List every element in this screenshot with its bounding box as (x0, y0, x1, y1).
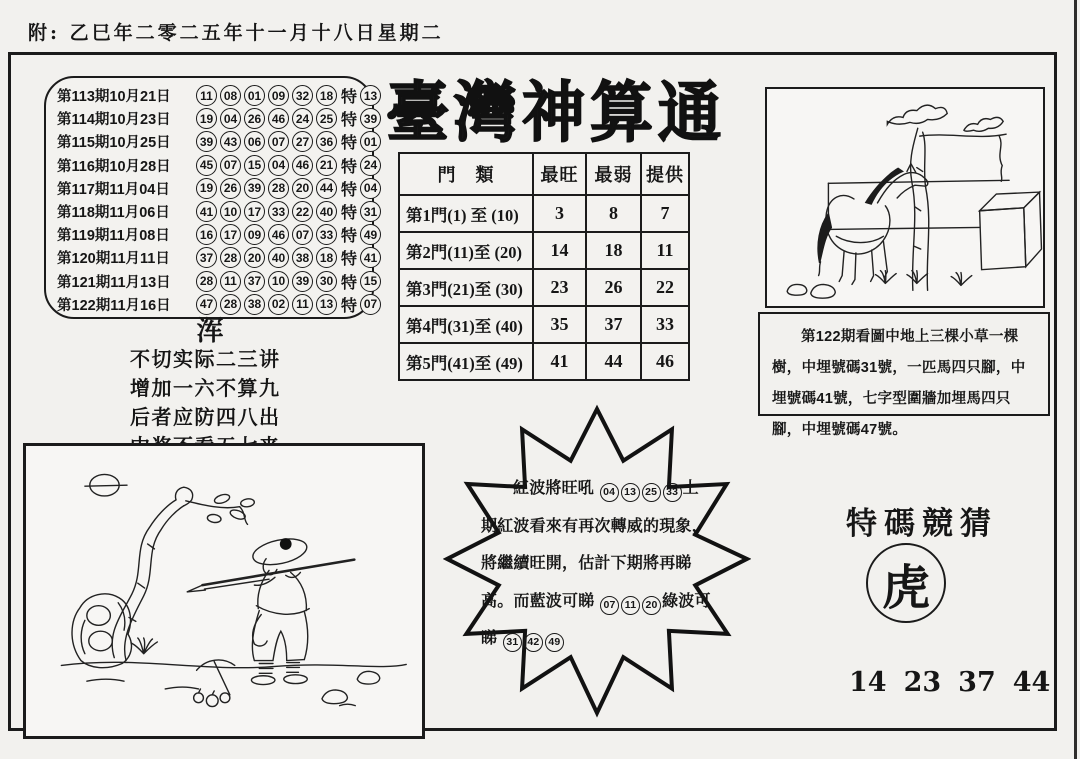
special-marker: 特 (341, 205, 358, 223)
stats-cold-cell: 37 (586, 306, 641, 343)
horse-illustration-box (765, 87, 1045, 308)
wave-number-circle: 31 (503, 633, 522, 652)
page-title: 臺灣神算通 (386, 73, 726, 151)
special-number-circle: 31 (360, 201, 381, 222)
stats-row (399, 269, 689, 306)
result-number-circle: 09 (268, 85, 289, 106)
horse-tree-wall-illustration (767, 89, 1043, 306)
wave-number-circle: 07 (600, 596, 619, 615)
stats-category-cell: 第5門(41)至 (49) (399, 343, 533, 380)
result-number-circle: 09 (244, 224, 265, 245)
result-number-circle: 18 (316, 85, 337, 106)
result-number-circle: 27 (292, 131, 313, 152)
date-line: 附: 乙巳年二零二五年十一月十八日星期二 (28, 22, 444, 44)
result-number-circle: 40 (268, 247, 289, 268)
stats-header-cell: 最旺 (533, 153, 586, 195)
result-number-circle: 39 (244, 178, 265, 199)
result-draw-label: 第114期10月23日 (57, 112, 171, 129)
result-draw-label: 第113期10月21日 (57, 89, 171, 106)
result-number-circle: 36 (316, 131, 337, 152)
special-number-circle: 01 (360, 131, 381, 152)
result-number-circle: 26 (244, 108, 265, 129)
result-number-circle: 25 (316, 108, 337, 129)
result-number-circle: 13 (316, 294, 337, 315)
stats-cold-cell: 8 (586, 195, 641, 232)
result-number-circle: 38 (292, 247, 313, 268)
result-number-circle: 16 (196, 224, 217, 245)
starburst-text: 紅波將旺吼 04 13 25 33 上期紅波看來有再次轉威的現象，將繼續旺開，估計下期將再睇高。而藍波可睇 07 11 20 綠波可睇 31 42 49 (481, 470, 715, 658)
zodiac-character: 虎 (881, 559, 930, 616)
result-number-circle: 38 (244, 294, 265, 315)
result-number-circle: 41 (196, 201, 217, 222)
result-number-circle: 28 (220, 247, 241, 268)
stats-row (399, 232, 689, 269)
guess-number: 14 (849, 667, 887, 698)
result-number-circle: 26 (220, 178, 241, 199)
result-number-circle: 22 (292, 201, 313, 222)
stats-hot-cell: 3 (533, 195, 586, 232)
result-draw-label: 第116期10月28日 (57, 158, 171, 175)
guess-number: 37 (958, 667, 996, 698)
scan-edge-line (1074, 0, 1077, 759)
farmer-illustration-box (23, 443, 425, 739)
result-number-circle: 45 (196, 155, 217, 176)
result-number-circle: 11 (196, 85, 217, 106)
result-number-circle: 10 (268, 271, 289, 292)
stats-hot-cell: 23 (533, 269, 586, 306)
guess-numbers (849, 667, 1050, 698)
result-number-circle: 19 (196, 108, 217, 129)
result-row (57, 177, 378, 200)
stats-header-row (399, 153, 689, 195)
result-row (57, 130, 378, 153)
result-number-circle: 37 (196, 247, 217, 268)
result-number-circle: 02 (268, 294, 289, 315)
special-number-circle: 15 (360, 271, 381, 292)
farmer-tree-rock-illustration (26, 446, 422, 736)
poem-line: 增加一六不算九 (130, 378, 281, 400)
special-number-circle: 24 (360, 155, 381, 176)
special-marker: 特 (341, 89, 358, 107)
result-draw-label: 第122期11月16日 (57, 297, 171, 314)
result-number-circle: 28 (268, 178, 289, 199)
result-number-circle: 46 (268, 108, 289, 129)
poem-title: 浑 (196, 316, 224, 346)
special-marker: 特 (341, 181, 358, 199)
result-number-circle: 39 (196, 131, 217, 152)
result-number-circle: 40 (316, 201, 337, 222)
result-number-circle: 20 (244, 247, 265, 268)
results-box (44, 76, 378, 319)
result-number-circle: 28 (196, 271, 217, 292)
result-number-circle: 39 (292, 271, 313, 292)
special-marker: 特 (341, 297, 358, 315)
special-number-circle: 04 (360, 178, 381, 199)
special-number-circle: 39 (360, 108, 381, 129)
stats-category-cell: 第2門(11)至 (20) (399, 232, 533, 269)
result-number-circle: 17 (220, 224, 241, 245)
result-draw-label: 第115期10月25日 (57, 135, 171, 152)
stats-hot-cell: 41 (533, 343, 586, 380)
guess-number: 44 (1012, 667, 1051, 698)
result-number-circle: 43 (220, 131, 241, 152)
result-number-circle: 06 (244, 131, 265, 152)
result-number-circle: 28 (220, 294, 241, 315)
result-number-circle: 07 (220, 155, 241, 176)
result-number-circle: 19 (196, 178, 217, 199)
stats-category-cell: 第4門(31)至 (40) (399, 306, 533, 343)
stats-cold-cell: 26 (586, 269, 641, 306)
special-marker: 特 (341, 228, 358, 246)
starburst-callout (443, 404, 751, 720)
wave-number-circle: 04 (600, 483, 619, 502)
result-number-circle: 44 (316, 178, 337, 199)
result-draw-label: 第118期11月06日 (57, 205, 170, 222)
stats-category-cell: 第1門(1) 至 (10) (399, 195, 533, 232)
poem-line: 后者应防四八出 (130, 407, 281, 429)
wave-number-circle: 11 (621, 596, 640, 615)
special-marker: 特 (341, 112, 358, 130)
result-number-circle: 47 (196, 294, 217, 315)
stats-cold-cell: 18 (586, 232, 641, 269)
stats-tip-cell: 7 (641, 195, 689, 232)
zodiac-circle (866, 543, 946, 623)
result-number-circle: 10 (220, 201, 241, 222)
result-row (57, 223, 378, 246)
result-number-circle: 24 (292, 108, 313, 129)
result-number-circle: 46 (292, 155, 313, 176)
stats-hot-cell: 35 (533, 306, 586, 343)
result-draw-label: 第120期11月11日 (57, 251, 170, 268)
result-number-circle: 18 (316, 247, 337, 268)
special-number-circle: 07 (360, 294, 381, 315)
result-number-circle: 08 (220, 85, 241, 106)
result-draw-label: 第119期11月08日 (57, 228, 170, 245)
result-number-circle: 20 (292, 178, 313, 199)
guess-number: 23 (903, 667, 942, 698)
stats-header-cell: 最弱 (586, 153, 641, 195)
special-number-circle: 13 (360, 85, 381, 106)
result-number-circle: 01 (244, 85, 265, 106)
stats-row (399, 306, 689, 343)
result-number-circle: 33 (268, 201, 289, 222)
result-number-circle: 07 (268, 131, 289, 152)
stats-hot-cell: 14 (533, 232, 586, 269)
stats-header-cell: 門 類 (399, 153, 533, 195)
result-number-circle: 37 (244, 271, 265, 292)
wave-number-circle: 20 (642, 596, 661, 615)
result-number-circle: 46 (268, 224, 289, 245)
wave-number-circle: 33 (663, 483, 682, 502)
stats-tip-cell: 11 (641, 232, 689, 269)
result-number-circle: 17 (244, 201, 265, 222)
special-number-circle: 41 (360, 247, 381, 268)
result-number-circle: 11 (220, 271, 241, 292)
stats-table-body (399, 195, 689, 380)
result-number-circle: 30 (316, 271, 337, 292)
stats-row (399, 195, 689, 232)
stats-tip-cell: 22 (641, 269, 689, 306)
result-number-circle: 11 (292, 294, 313, 315)
picture-hint-box: 第122期看圖中地上三棵小草一棵樹，中埋號碼31號，一匹馬四只腳，中埋號碼41號，七字型圍牆加埋馬四只腳，中埋號碼47號。 (758, 312, 1050, 416)
special-marker: 特 (341, 135, 358, 153)
stats-cold-cell: 44 (586, 343, 641, 380)
result-number-circle: 04 (220, 108, 241, 129)
result-draw-label: 第117期11月04日 (57, 181, 170, 198)
result-row (57, 200, 378, 223)
result-row (57, 107, 378, 130)
special-guess-title: 特碼競猜 (846, 506, 998, 542)
wave-number-circle: 42 (524, 633, 543, 652)
result-draw-label: 第121期11月13日 (57, 274, 171, 291)
stats-tip-cell: 33 (641, 306, 689, 343)
special-marker: 特 (341, 274, 358, 292)
stats-row (399, 343, 689, 380)
special-marker: 特 (341, 251, 358, 269)
result-row (57, 246, 378, 269)
poem-block (130, 316, 380, 462)
stats-header-cell: 提供 (641, 153, 689, 195)
wave-number-circle: 25 (642, 483, 661, 502)
result-row (57, 270, 378, 293)
result-number-circle: 33 (316, 224, 337, 245)
stats-tip-cell: 46 (641, 343, 689, 380)
result-number-circle: 07 (292, 224, 313, 245)
result-row (57, 293, 378, 316)
result-row (57, 84, 378, 107)
stats-category-cell: 第3門(21)至 (30) (399, 269, 533, 306)
result-row (57, 154, 378, 177)
result-number-circle: 04 (268, 155, 289, 176)
special-number-circle: 49 (360, 224, 381, 245)
stats-table (398, 152, 690, 381)
result-number-circle: 32 (292, 85, 313, 106)
result-number-circle: 15 (244, 155, 265, 176)
special-marker: 特 (341, 158, 358, 176)
wave-number-circle: 49 (545, 633, 564, 652)
stats-table-header (399, 153, 689, 195)
poem-line: 不切实际二三讲 (130, 349, 281, 371)
wave-number-circle: 13 (621, 483, 640, 502)
result-number-circle: 21 (316, 155, 337, 176)
